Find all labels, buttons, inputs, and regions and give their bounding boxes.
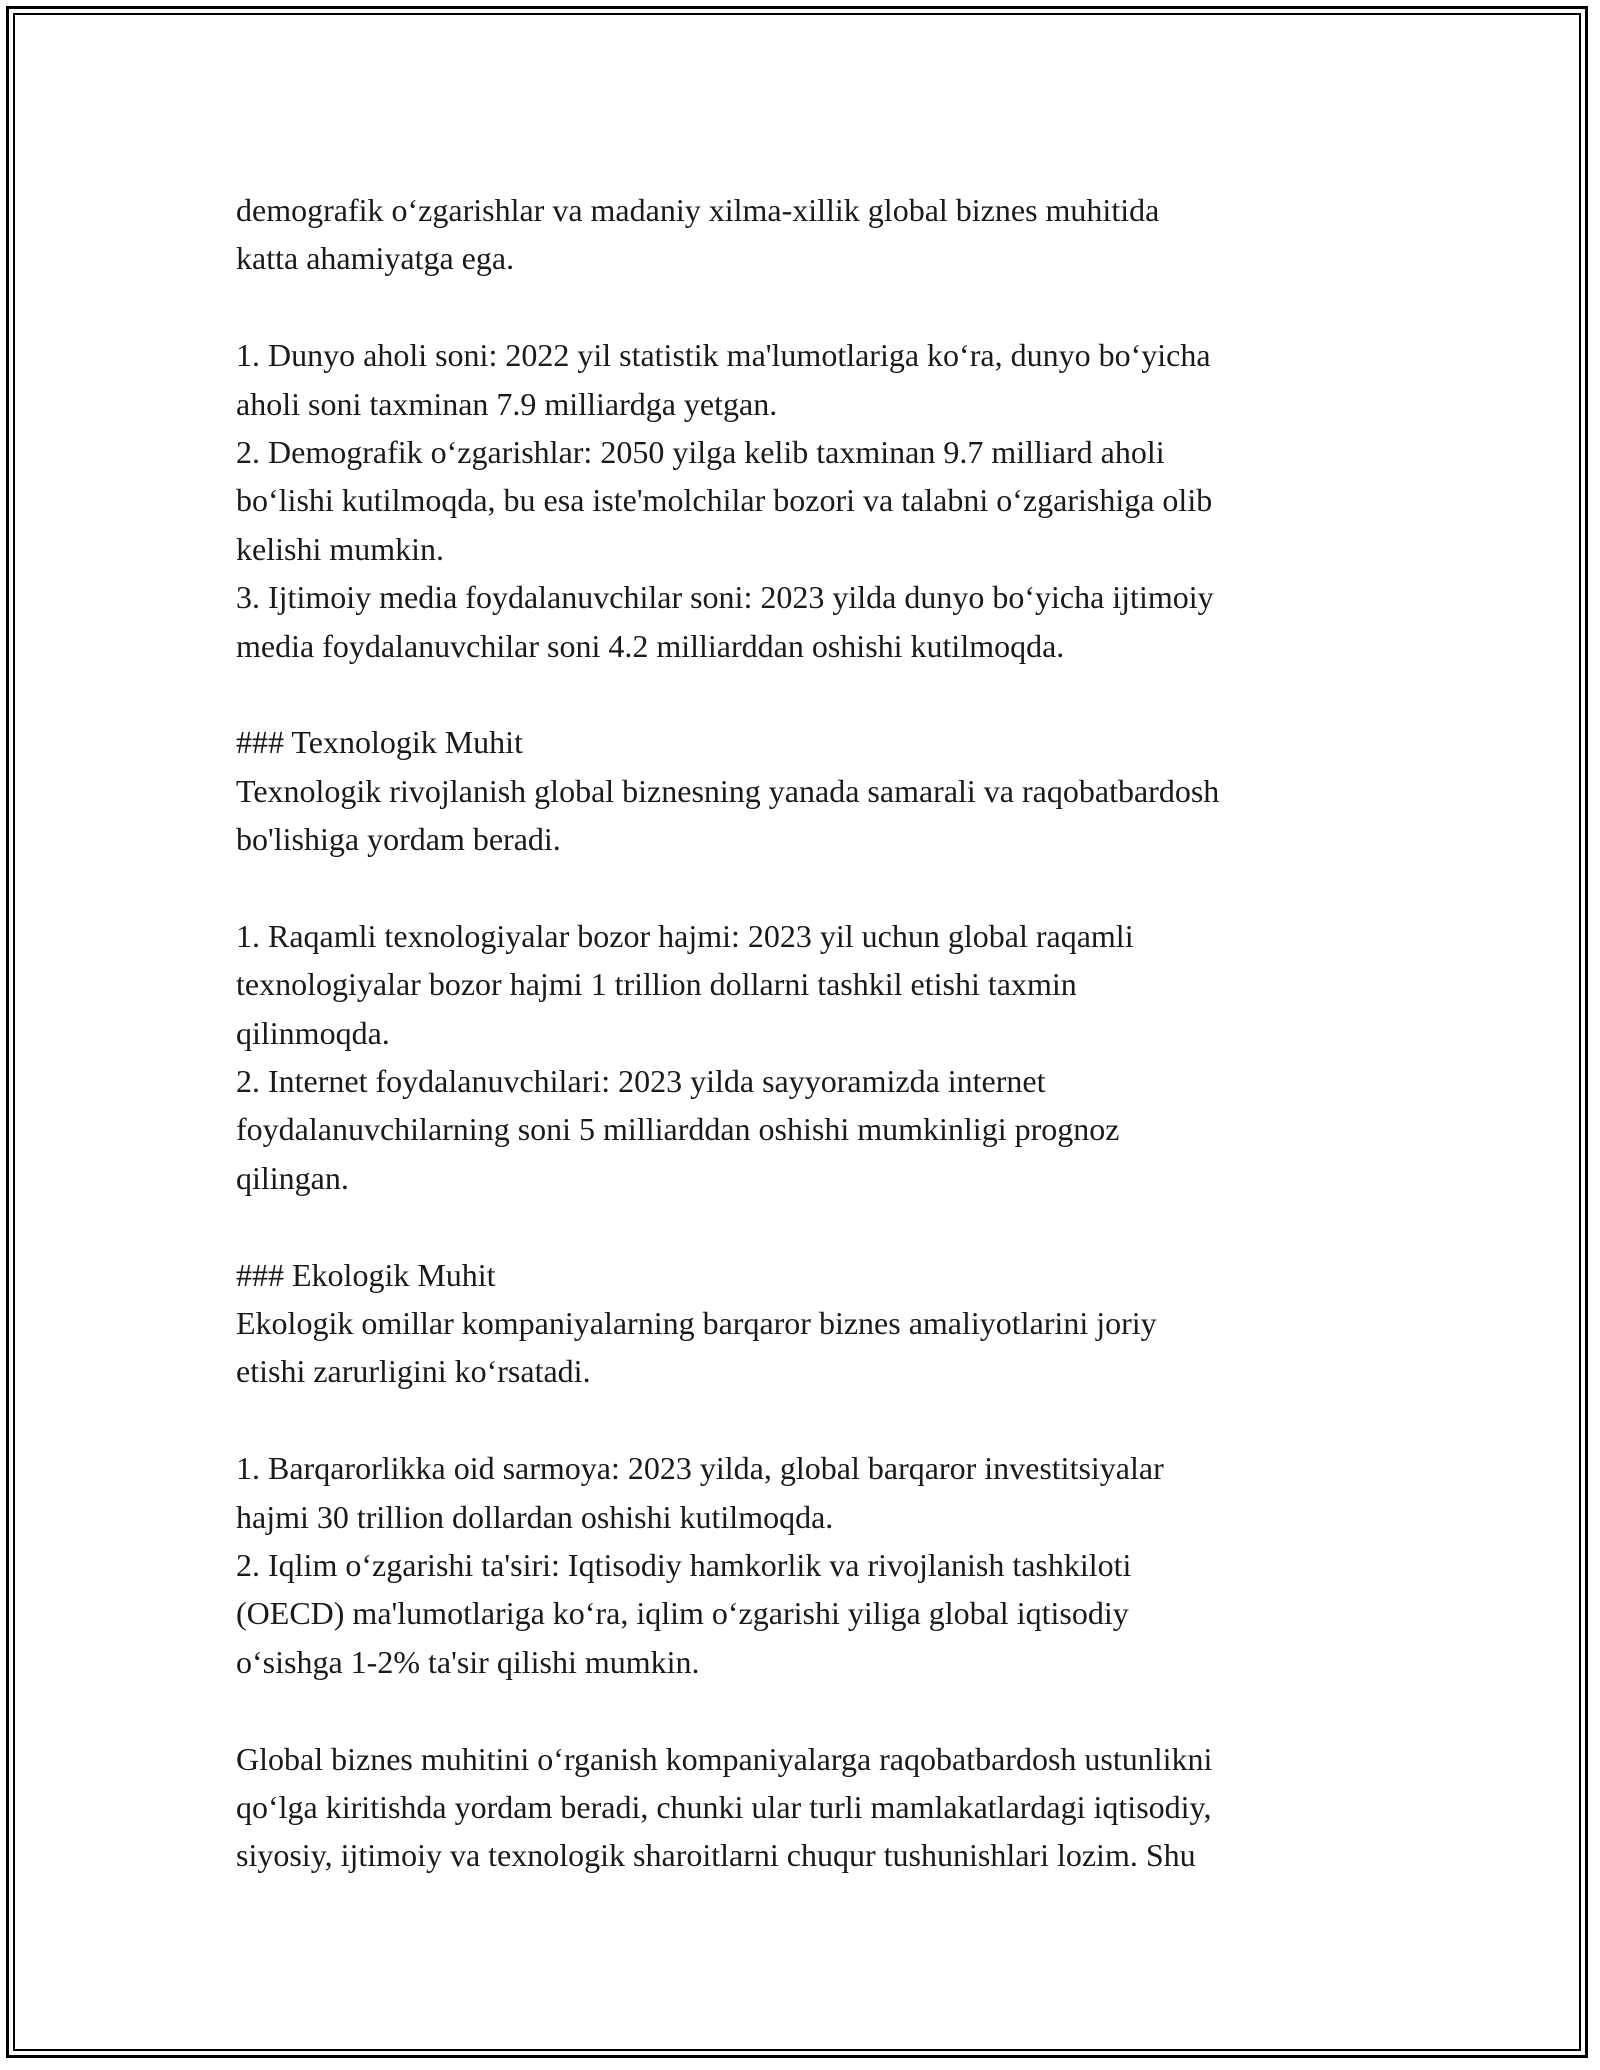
list-technological [236, 912, 1386, 1202]
list-item-line: 1. Barqarorlikka oid sarmoya: 2023 yilda, global barqaror investitsiyalar [236, 1450, 1164, 1487]
list-item-line: aholi soni taxminan 7.9 milliardga yetgan. [236, 385, 778, 422]
text-line: katta ahamiyatga ega. [236, 240, 515, 277]
paragraph-gap [236, 1396, 1386, 1444]
text-line: Texnologik rivojlanish global biznesning yanada samarali va raqobatbardosh [236, 772, 1220, 809]
list-ecological [236, 1444, 1386, 1686]
section-heading: ### Texnologik Muhit [236, 724, 523, 761]
paragraph-gap [236, 1202, 1386, 1250]
list-item-line: 3. Ijtimoiy media foydalanuvchilar soni: 2023 yilda dunyo bo‘yicha ijtimoiy [236, 579, 1214, 616]
paragraph-intro [236, 186, 1386, 283]
section-ecological [236, 1251, 1386, 1396]
text-line: etishi zarurligini ko‘rsatadi. [236, 1353, 591, 1390]
paragraph-conclusion [236, 1735, 1386, 1880]
text-line: demografik o‘zgarishlar va madaniy xilma-xillik global biznes muhitida [236, 192, 1160, 228]
list-item-line: qilinmoqda. [236, 1014, 390, 1051]
section-heading: ### Ekologik Muhit [236, 1256, 496, 1293]
section-technological [236, 718, 1386, 863]
list-item-line: o‘sishga 1-2% ta'sir qilishi mumkin. [236, 1643, 700, 1680]
paragraph-gap [236, 283, 1386, 331]
list-item-line: hajmi 30 trillion dollardan oshishi kutilmoqda. [236, 1498, 834, 1535]
list-item-line: 2. Internet foydalanuvchilari: 2023 yilda sayyoramizda internet [236, 1063, 1046, 1100]
paragraph-gap [236, 863, 1386, 911]
list-demographics [236, 331, 1386, 670]
list-item-line: foydalanuvchilarning soni 5 milliarddan oshishi mumkinligi prognoz [236, 1111, 1120, 1148]
text-line: Ekologik omillar kompaniyalarning barqaror biznes amaliyotlarini joriy [236, 1304, 1157, 1341]
paragraph-gap [236, 1686, 1386, 1734]
text-line: Global biznes muhitini o‘rganish kompaniyalarga raqobatbardosh ustunlikni [236, 1740, 1213, 1777]
list-item-line: 2. Iqlim o‘zgarishi ta'siri: Iqtisodiy hamkorlik va rivojlanish tashkiloti [236, 1546, 1132, 1583]
text-line: siyosiy, ijtimoiy va texnologik sharoitlarni chuqur tushunishlari lozim. Shu [236, 1837, 1196, 1874]
list-item-line: qilingan. [236, 1159, 349, 1196]
list-item-line: 1. Raqamli texnologiyalar bozor hajmi: 2023 yil uchun global raqamli [236, 917, 1134, 954]
paragraph-gap [236, 670, 1386, 718]
text-line: bo'lishiga yordam beradi. [236, 821, 561, 858]
list-item-line: bo‘lishi kutilmoqda, bu esa iste'molchilar bozori va talabni o‘zgarishiga olib [236, 482, 1213, 519]
list-item-line: (OECD) ma'lumotlariga ko‘ra, iqlim o‘zgarishi yiliga global iqtisodiy [236, 1595, 1129, 1632]
list-item-line: 2. Demografik o‘zgarishlar: 2050 yilga kelib taxminan 9.7 milliard aholi [236, 433, 1165, 470]
list-item-line: 1. Dunyo aholi soni: 2022 yil statistik ma'lumotlariga ko‘ra, dunyo bo‘yicha [236, 337, 1211, 374]
list-item-line: kelishi mumkin. [236, 530, 444, 567]
list-item-line: media foydalanuvchilar soni 4.2 milliarddan oshishi kutilmoqda. [236, 627, 1065, 664]
text-line: qo‘lga kiritishda yordam beradi, chunki ular turli mamlakatlardagi iqtisodiy, [236, 1788, 1212, 1825]
document-body [236, 186, 1386, 1880]
list-item-line: texnologiyalar bozor hajmi 1 trillion dollarni tashkil etishi taxmin [236, 966, 1077, 1003]
